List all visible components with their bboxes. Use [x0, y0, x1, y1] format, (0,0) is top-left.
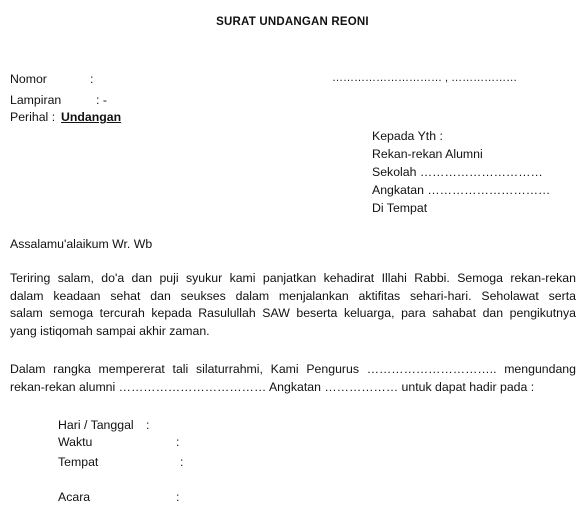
paragraph-opening-line: salam semoga tercurah kepada Rasulullah SAW beserta keluarga, para sahabat dan pengikutnya	[10, 306, 576, 320]
event-time-colon: :	[176, 435, 180, 449]
event-agenda-label: Acara	[58, 490, 91, 504]
event-time-label: Waktu	[58, 435, 93, 449]
event-agenda-colon: :	[176, 490, 180, 504]
event-date-label: Hari / Tanggal	[58, 418, 134, 432]
event-place-label: Tempat	[58, 455, 99, 469]
paragraph-opening	[10, 270, 576, 340]
lampiran-label: Lampiran	[10, 93, 62, 107]
nomor-colon: :	[90, 72, 94, 86]
greeting: Assalamu'alaikum Wr. Wb	[10, 237, 153, 251]
nomor-value: ………………………… , ………………	[332, 72, 518, 84]
addressee-line-3: Sekolah …………………………	[372, 165, 543, 179]
perihal-value: Undangan	[61, 110, 122, 124]
event-place-colon: :	[180, 455, 184, 469]
paragraph-opening-line: Teriring salam, do'a dan puji syukur kami panjatkan kehadirat Illahi Rabbi. Semoga rekan-rekan	[10, 271, 576, 285]
paragraph-invitation-line: rekan-rekan alumni ……………………………… Angkatan ……………… untuk dapat hadir pada :	[10, 379, 535, 394]
letter-title: SURAT UNDANGAN REONI	[216, 16, 369, 28]
perihal-label: Perihal :	[10, 110, 56, 124]
addressee-line-5: Di Tempat	[372, 201, 428, 215]
paragraph-invitation	[10, 361, 576, 396]
lampiran-value: : -	[96, 93, 107, 107]
paragraph-opening-line: yang istiqomah sampai akhir zaman.	[10, 323, 210, 338]
addressee-line-1: Kepada Yth :	[372, 129, 443, 143]
paragraph-invitation-line: Dalam rangka mempererat tali silaturrahmi, Kami Pengurus ………………………….. mengundang	[10, 362, 576, 376]
addressee-line-2: Rekan-rekan Alumni	[372, 147, 483, 161]
nomor-label: Nomor	[10, 72, 47, 86]
paragraph-opening-line: dalam keadaan sehat dan seukses dalam menjalankan aktifitas sehari-hari. Seholawat serta	[10, 288, 576, 303]
event-date-colon: :	[146, 418, 150, 432]
addressee-line-4: Angkatan …………………………	[372, 183, 551, 197]
